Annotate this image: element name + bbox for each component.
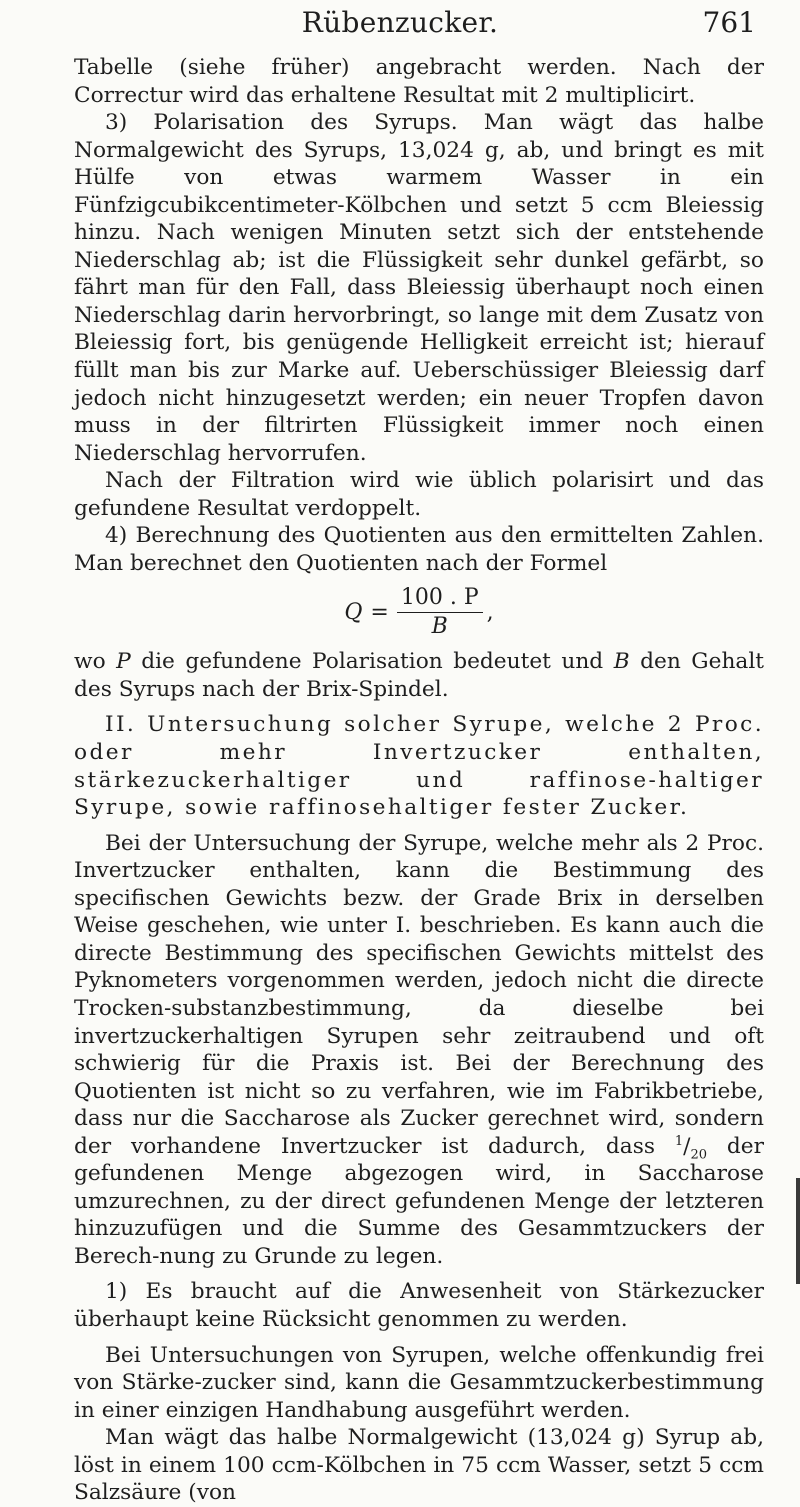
formula-fraction [397, 585, 483, 640]
p7-fraction-denominator: 20 [690, 1147, 707, 1163]
p7-fraction-numerator: 1 [674, 1133, 684, 1149]
page-number: 761 [702, 6, 756, 39]
p7-part-a: Bei der Untersuchung der Syrupe, welche mehr als 2 Proc. Invertzucker enthalten, kann die Bestimmung des specifischen Gewichts bezw. der Grade Brix in derselben Weise geschehen, wie unter I. beschrieben. Es kann auch die directe Bestimmung des specifischen Gewichts mittelst des Pyknometers vorgenommen werden, jedoch nicht die directe Trocken-substanzbestimmung, da dieselbe bei invertzuckerhaltigen Syrupen sehr zeitraubend und oft schwierig für die Praxis ist. Bei der Berechnung des Quotienten ist nicht so zu verfahren, wie im Fabrikbetriebe, dass nur die Saccharose als Zucker gerechnet wird, sondern der vorhandene Invertzucker ist dadurch, dass [74, 830, 764, 1159]
paragraph-5 [74, 648, 764, 703]
paragraph-3: Nach der Filtration wird wie üblich polarisirt und das gefundene Resultat verdoppelt. [74, 468, 764, 521]
section-heading-text: II. Untersuchung solcher Syrupe, welche 2 Proc. oder mehr Invertzucker enthalten, stärkezuckerhaltiger und raffinose-haltiger Syrupe, sowie raffinosehaltiger fester Zucker. [74, 712, 764, 821]
p5-symbol-b: B [613, 649, 630, 675]
p5-symbol-p: P [116, 649, 131, 675]
formula-denominator: B [431, 613, 448, 639]
page-header [0, 0, 800, 50]
formula-equals: = [370, 599, 389, 625]
paragraph-8: 1) Es braucht auf die Anwesenheit von Stärkezucker überhaupt keine Rücksicht genommen zu werden. [74, 1279, 764, 1332]
formula-lhs: Q [344, 599, 363, 625]
page-body [74, 54, 764, 1507]
quotient-formula [74, 580, 764, 644]
formula-comma: , [486, 599, 494, 625]
paragraph-2: 3) Polarisation des Syrups. Man wägt das halbe Normalgewicht des Syrups, 13,024 g, ab, und bringt es mit Hülfe von etwas warmem Wasser in ein Fünfzigcubikcentimeter-Kölbchen und setzt 5 ccm Bleiessig hinzu. Nach wenigen Minuten setzt sich der entstehende Niederschlag ab; ist die Flüssigkeit sehr dunkel gefärbt, so fährt man für den Fall, dass Bleiessig überhaupt noch einen Niederschlag darin hervorbringt, so lange mit dem Zusatz von Bleiessig fort, bis genügende Helligkeit erreicht ist; hierauf füllt man bis zur Marke auf. Ueberschüssiger Bleiessig darf jedoch nicht hinzugesetzt werden; ein neuer Tropfen davon muss in der filtrirten Flüssigkeit immer noch einen Niederschlag hervorrufen. [74, 110, 764, 466]
p5-mid: die gefundene Polarisation bedeutet und [141, 649, 604, 675]
paragraph-4: 4) Berechnung des Quotienten aus den ermittelten Zahlen. Man berechnet den Quotienten nach der Formel [74, 523, 764, 576]
p5-wo: wo [74, 649, 106, 675]
paragraph-1: Tabelle (siehe früher) angebracht werden. Nach der Correctur wird das erhaltene Resultat mit 2 multiplicirt. [74, 55, 764, 108]
p7-part-b: der gefundenen Menge abgezogen wird, in Saccharose umzurechnen, zu der direct gefundenen Menge der letzteren hinzuzufügen und die Summe des Gesammtzuckers der Berech-nung zu Grunde zu legen. [74, 1133, 764, 1269]
p5-end: den Gehalt des Syrups nach der Brix-Spindel. [74, 649, 765, 702]
formula-numerator: 100 . P [397, 585, 483, 613]
paragraph-7: Bei der Untersuchung der Syrupe, welche mehr als 2 Proc. Invertzucker enthalten, kann die Bestimmung des specifischen Gewichts bezw. der Grade Brix in derselben Weise geschehen, wie unter I. beschrieben. Es kann auch die directe Bestimmung des specifischen Gewichts mittelst des Pyknometers vorgenommen werden, jedoch nicht die directe Trocken-substanzbestimmung, da dieselbe bei invertzuckerhaltigen Syrupen sehr zeitraubend und oft schwierig für die Praxis ist. Bei der Berechnung des Quotienten ist nicht so zu verfahren, wie im Fabrikbetriebe, dass nur die Saccharose als Zucker gerechnet wird, sondern der vorhandene Invertzucker ist dadurch, dass $^1/_{20}$ der gefundenen Menge abgezogen wird, in Saccharose umzurechnen, zu der direct gefundenen Menge der letzteren hinzuzufügen und die Summe des Gesammtzuckers der Berech-nung zu Grunde zu legen. [74, 830, 764, 1269]
paragraph-9: Bei Untersuchungen von Syrupen, welche offenkundig frei von Stärke-zucker sind, kann die Gesammtzuckerbestimmung in einer einzigen Handhabung ausgeführt werden. [74, 1342, 764, 1423]
page-edge-shadow [796, 1178, 800, 1284]
running-title: Rübenzucker. [301, 6, 499, 39]
paragraph-10: Man wägt das halbe Normalgewicht (13,024 g) Syrup ab, löst in einem 100 ccm-Kölbchen in 75 ccm Wasser, setzt 5 ccm Salzsäure (von [74, 1425, 764, 1506]
section-heading-ii [74, 711, 764, 821]
